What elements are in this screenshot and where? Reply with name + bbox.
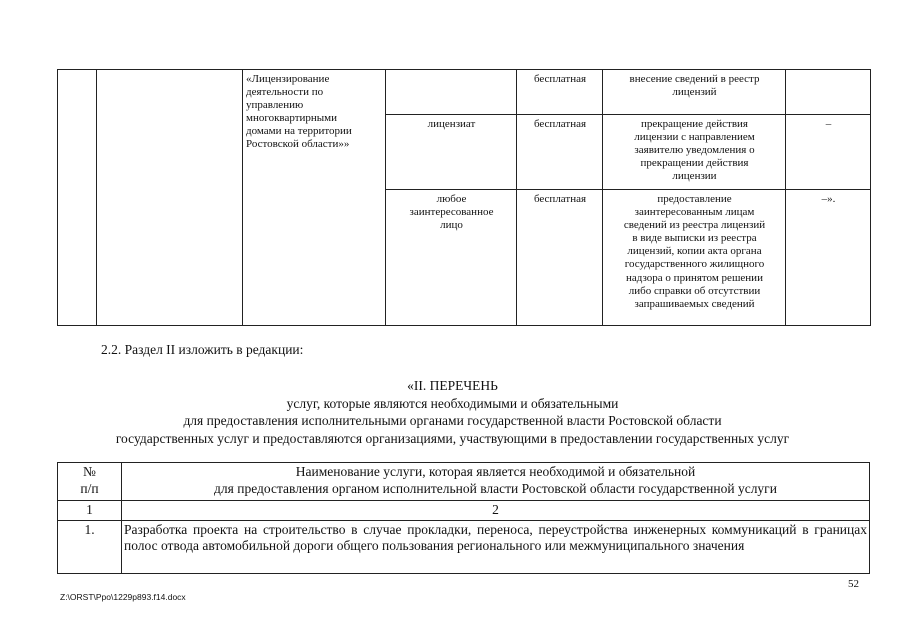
service-title-line: управлению: [246, 99, 304, 112]
fee-cell: бесплатная: [517, 115, 603, 190]
service-title-line: деятельности по: [246, 86, 324, 99]
applicant-line: заинтересованное: [409, 206, 494, 219]
result-line: государственного жилищного: [624, 258, 765, 271]
result-line: запрашиваемых сведений: [634, 297, 755, 310]
applicant-line: любое: [436, 193, 467, 205]
section-heading-line: государственных услуг и предоставляются организациями, участвующими в предоставлении государственных услуг: [115, 430, 790, 446]
applicant-cell: [386, 115, 517, 190]
result-line: надзора о принятом решении: [626, 271, 763, 284]
empty-cell: [97, 70, 243, 326]
service-title-line: «Лицензирование: [246, 73, 330, 85]
service-title-line: Ростовской области»»: [246, 138, 350, 151]
header-num-line: п/п: [80, 480, 99, 496]
section-heading-line: для предоставления исполнительными органами государственной власти Ростовской области: [183, 413, 722, 428]
result-line: предоставление: [657, 193, 732, 205]
column-number-cell: 1: [58, 501, 122, 521]
result-line: либо справки об отсутствии: [628, 284, 761, 297]
result-line: прекращении действия: [640, 157, 749, 170]
result-cell: [603, 190, 786, 326]
result-line: лицензий: [672, 86, 717, 99]
empty-cell: [58, 70, 97, 326]
amendment-paragraph: 2.2. Раздел II изложить в редакции:: [101, 342, 304, 357]
result-cell: [603, 70, 786, 115]
required-services-table: [57, 462, 870, 574]
last-cell: –: [786, 115, 871, 190]
service-description-cell: Разработка проекта на строительство в случае прокладки, переноса, переустройства инженерных коммуникаций в границах полос отвода автомобильной дороги общего пользования регионального или межмуниципального значения: [122, 520, 870, 573]
section-heading: [0, 377, 905, 447]
fee-cell: бесплатная: [517, 70, 603, 115]
result-line: в виде выписки из реестра: [632, 232, 757, 245]
header-name-line: для предоставления органом исполнительной власти Ростовской области государственной услуги: [214, 480, 777, 496]
service-title-cell: [243, 70, 386, 326]
footer-file-path: Z:\ORST\Ppo\1229p893.f14.docx: [60, 592, 186, 602]
last-cell: –».: [786, 190, 871, 326]
header-num-cell: [58, 463, 122, 501]
result-line: сведений из реестра лицензий: [623, 219, 766, 232]
applicant-line: лицензиат: [427, 118, 476, 130]
header-name-line: Наименование услуги, которая является необходимой и обязательной: [295, 464, 696, 479]
result-line: лицензии с направлением: [634, 131, 755, 144]
section-heading-title: «II. ПЕРЕЧЕНЬ: [407, 378, 498, 393]
applicant-line: лицо: [440, 219, 463, 232]
result-line: прекращение действия: [641, 118, 748, 130]
service-title-line: домами на территории: [246, 125, 352, 138]
column-number-cell: 2: [122, 501, 870, 521]
result-line: заинтересованным лицам: [634, 206, 755, 219]
last-cell: [786, 70, 871, 115]
result-cell: [603, 115, 786, 190]
result-line: внесение сведений в реестр: [629, 73, 760, 85]
applicant-cell: [386, 190, 517, 326]
result-line: лицензии: [672, 170, 717, 183]
row-number-cell: 1.: [58, 520, 122, 573]
service-title-line: многоквартирными: [246, 112, 338, 125]
fee-cell: бесплатная: [517, 190, 603, 326]
services-table-continuation: [57, 69, 871, 326]
result-line: лицензий, копии акта органа: [627, 245, 762, 258]
result-line: заявителю уведомления о: [634, 144, 755, 157]
page-number: 52: [848, 578, 859, 590]
section-heading-line: услуг, которые являются необходимыми и обязательными: [286, 395, 619, 411]
applicant-cell: [386, 70, 517, 115]
header-name-cell: [122, 463, 870, 501]
header-num-line: №: [83, 464, 96, 479]
